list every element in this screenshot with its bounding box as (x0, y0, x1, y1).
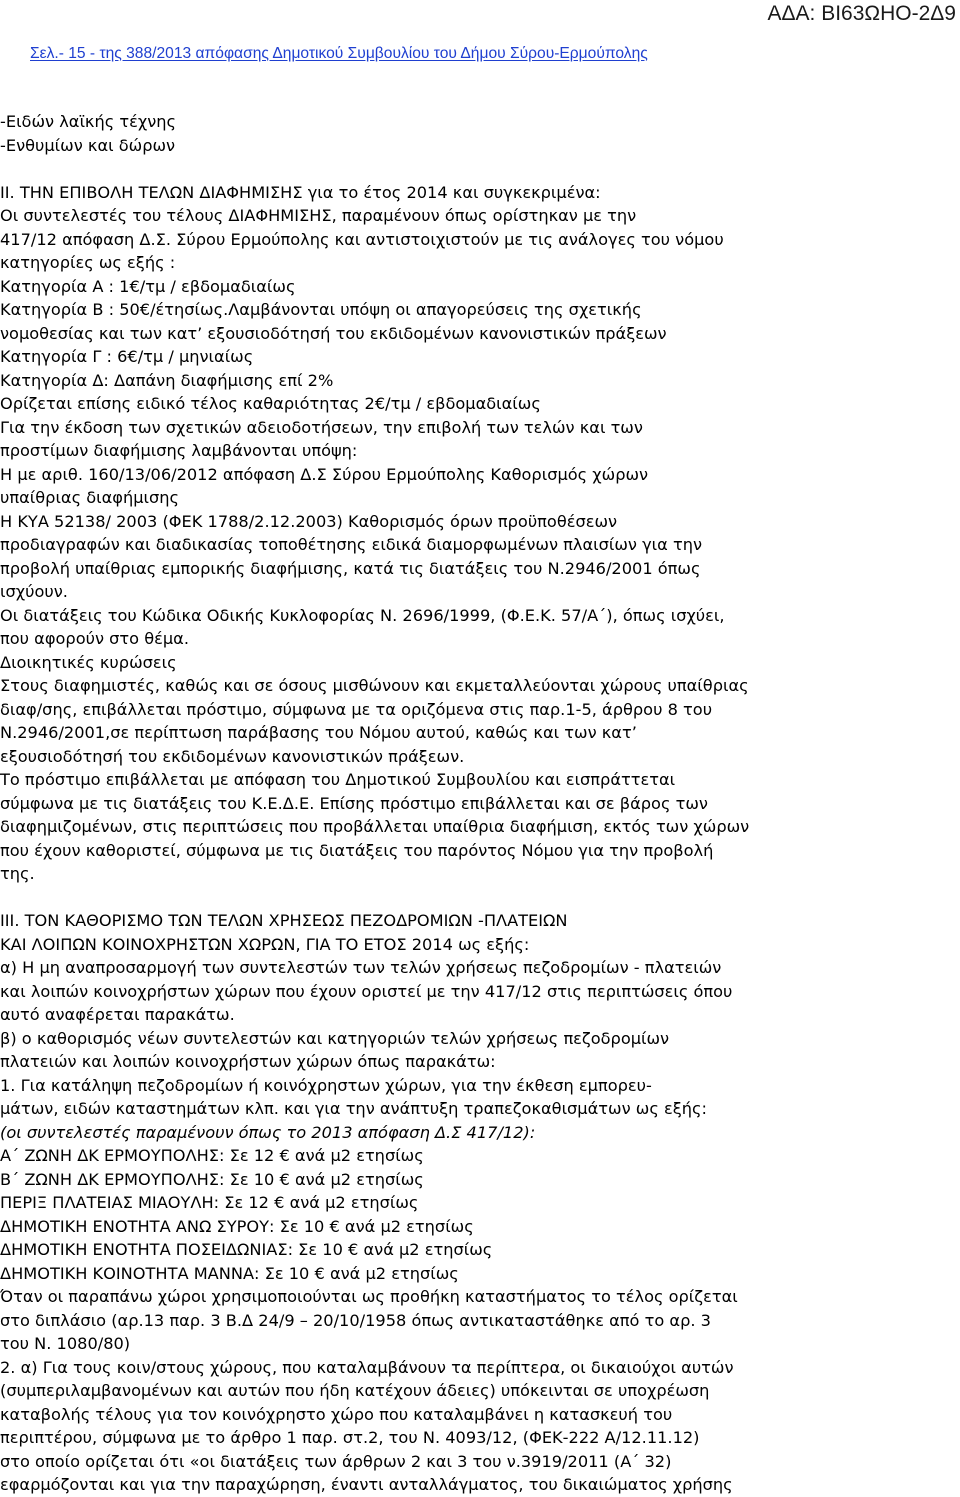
text-line: Οι συντελεστές του τέλους ΔΙΑΦΗΜΙΣΗΣ, παραμένουν όπως ορίστηκαν με την (0, 206, 637, 225)
zone-rate-line: Α΄ ΖΩΝΗ ΔΚ ΕΡΜΟΥΠΟΛΗΣ: Σε 12 € ανά μ2 ετησίως (0, 1146, 424, 1165)
text-line: σύμφωνα με τις διατάξεις του Κ.Ε.Δ.Ε. Επίσης πρόστιμο επιβάλλεται και σε βάρος των (0, 793, 708, 813)
text-line: Ορίζεται επίσης ειδικό τέλος καθαριότητας 2€/τμ / εβδομαδιαίως (0, 394, 541, 413)
text-line: Κατηγορία Δ: Δαπάνη διαφήμισης επί 2% (0, 370, 334, 390)
text-line: α) Η μη αναπροσαρμογή των συντελεστών των τελών χρήσεως πεζοδρομίων - πλατειών (0, 958, 722, 977)
text-line: και λοιπών κοινοχρήστων χώρων που έχουν οριστεί με την 417/12 στις περιπτώσεις όπου (0, 981, 733, 1001)
text-line: που έχουν καθοριστεί, σύμφωνα με τις διατάξεις του παρόντος Νόμου για την προβολή (0, 840, 714, 860)
text-line: εξουσιοδότησή του εκδιδομένων κανονιστικών πράξεων. (0, 746, 465, 766)
text-line: β) ο καθορισμός νέων συντελεστών και κατηγοριών τελών χρήσεως πεζοδρομίων (0, 1028, 670, 1048)
text-line: Στους διαφημιστές, καθώς και σε όσους μισθώνουν και εκμεταλλεύονται χώρους υπαίθριας (0, 676, 749, 695)
text-line: Η με αριθ. 160/13/06/2012 απόφαση Δ.Σ Σύρου Ερμούπολης Καθορισμός χώρων (0, 464, 649, 484)
ada-code: ΑΔΑ: ΒΙ63ΩΗΟ-2Δ9 (767, 2, 956, 25)
zone-rate-line: ΔΗΜΟΤΙΚΗ ΕΝΟΤΗΤΑ ΠΟΣΕΙΔΩΝΙΑΣ: Σε 10 € ανά μ2 ετησίως (0, 1240, 493, 1259)
section-heading: ΙΙΙ. ΤΟΝ ΚΑΘΟΡΙΣΜΟ ΤΩΝ ΤΕΛΩΝ ΧΡΗΣΕΩΣ ΠΕΖΟΔΡΟΜΙΩΝ -ΠΛΑΤΕΙΩΝ (0, 911, 568, 930)
zone-rate-line: ΔΗΜΟΤΙΚΗ ΚΟΙΝΟΤΗΤΑ ΜΑΝΝΑ: Σε 10 € ανά μ2 ετησίως (0, 1263, 459, 1283)
document-body (0, 110, 945, 1497)
text-line: (συμπεριλαμβανομένων και αυτών που ήδη κατέχουν άδειες) υπόκεινται σε υποχρέωση (0, 1381, 710, 1400)
text-line: κατηγορίες ως εξής : (0, 253, 176, 272)
text-line: Για την έκδοση των σχετικών αδειοδοτήσεων, την επιβολή των τελών και των (0, 417, 643, 437)
text-line: περιπτέρου, σύμφωνα με το άρθρο 1 παρ. στ.2, του Ν. 4093/12, (ΦΕΚ-222 Α/12.11.12) (0, 1428, 700, 1447)
text-line: Το πρόστιμο επιβάλλεται με απόφαση του Δημοτικού Συμβουλίου και εισπράττεται (0, 770, 676, 789)
text-line: στο οποίο ορίζεται ότι «οι διατάξεις των άρθρων 2 και 3 του ν.3919/2011 (Α΄ 32) (0, 1451, 672, 1471)
text-line: αυτό αναφέρεται παρακάτω. (0, 1005, 235, 1024)
text-line: Η ΚΥΑ 52138/ 2003 (ΦΕΚ 1788/2.12.2003) Καθορισμός όρων προϋποθέσεων (0, 511, 618, 531)
section-heading: ΙΙ. ΤΗΝ ΕΠΙΒΟΛΗ ΤΕΛΩΝ ΔΙΑΦΗΜΙΣΗΣ για το έτος 2014 και συγκεκριμένα: (0, 182, 601, 202)
text-line: Ν.2946/2001,σε περίπτωση παράβασης του Νόμου αυτού, καθώς και των κατ’ (0, 723, 637, 742)
text-line: νομοθεσίας και των κατ’ εξουσιοδότησή του εκδιδομένων κανονιστικών πράξεων (0, 323, 667, 343)
text-line: προστίμων διαφήμισης λαμβάνονται υπόψη: (0, 441, 358, 460)
text-line: του Ν. 1080/80) (0, 1334, 131, 1353)
text-line: -Ειδών λαϊκής τέχνης (0, 112, 177, 131)
text-line: πλατειών και λοιπών κοινοχρήστων χώρων όπως παρακάτω: (0, 1052, 496, 1071)
text-line: προδιαγραφών και διαδικασίας τοποθέτησης ειδικά διαμορφωμένων πλαισίων για την (0, 535, 703, 554)
text-line: προβολή υπαίθριας εμπορικής διαφήμισης, κατά τις διατάξεις του Ν.2946/2001 όπως (0, 558, 701, 578)
subsection-heading: Διοικητικές κυρώσεις (0, 652, 177, 672)
text-line: υπαίθριας διαφήμισης (0, 488, 180, 507)
text-line: 1. Για κατάληψη πεζοδρομίων ή κοινόχρηστων χώρων, για την έκθεση εμπορευ- (0, 1075, 652, 1095)
zone-rate-line: ΠΕΡΙΞ ΠΛΑΤΕΙΑΣ ΜΙΑΟΥΛΗ: Σε 12 € ανά μ2 ετησίως (0, 1193, 419, 1212)
text-line: μάτων, ειδών καταστημάτων κλπ. και για την ανάπτυξη τραπεζοκαθισμάτων ως εξής: (0, 1099, 707, 1118)
text-line: εφαρμόζονται και για την παραχώρηση, έναντι ανταλλάγματος, του δικαιώματος χρήσης (0, 1475, 733, 1494)
text-line: 2. α) Για τους κοιν/στους χώρους, που καταλαμβάνουν τα περίπτερα, οι δικαιούχοι αυτών (0, 1357, 734, 1377)
text-line: της. (0, 864, 35, 883)
zone-rate-line: Β΄ ΖΩΝΗ ΔΚ ΕΡΜΟΥΠΟΛΗΣ: Σε 10 € ανά μ2 ετησίως (0, 1169, 424, 1189)
text-line: -Ενθυμίων και δώρων (0, 135, 176, 155)
text-line: στο διπλάσιο (αρ.13 παρ. 3 Β.Δ 24/9 – 20/10/1958 όπως αντικαταστάθηκε από το αρ. 3 (0, 1310, 711, 1330)
text-line: καταβολής τέλους για τον κοινόχρηστο χώρο που καταλαμβάνει η κατασκευή του (0, 1404, 673, 1424)
text-line: διαφημιζομένων, στις περιπτώσεις που προβάλλεται υπαίθρια διαφήμιση, εκτός των χώρων (0, 817, 750, 836)
decision-reference: Σελ.- 15 - της 388/2013 απόφασης Δημοτικού Συμβουλίου του Δήμου Σύρου-Ερμούπολης (30, 45, 648, 62)
text-line: Οι διατάξεις του Κώδικα Οδικής Κυκλοφορίας Ν. 2696/1999, (Φ.Ε.Κ. 57/Α΄), όπως ισχύει, (0, 605, 725, 625)
text-line: διαφ/σης, επιβάλλεται πρόστιμο, σύμφωνα με τα οριζόμενα στις παρ.1-5, άρθρου 8 του (0, 699, 713, 719)
text-line: Κατηγορία Γ : 6€/τμ / μηνιαίως (0, 347, 254, 366)
text-line: 417/12 απόφαση Δ.Σ. Σύρου Ερμούπολης και αντιστοιχιστούν με τις ανάλογες του νόμου (0, 229, 724, 249)
text-line: Όταν οι παραπάνω χώροι χρησιμοποιούνται ως προθήκη καταστήματος το τέλος ορίζεται (0, 1287, 738, 1306)
italic-note: (οι συντελεστές παραμένουν όπως το 2013 απόφαση Δ.Σ 417/12): (0, 1122, 536, 1142)
text-line: ισχύουν. (0, 582, 68, 601)
section-heading: ΚΑΙ ΛΟΙΠΩΝ ΚΟΙΝΟΧΡΗΣΤΩΝ ΧΩΡΩΝ, ΓΙΑ ΤΟ ΕΤΟΣ 2014 ως εξής: (0, 934, 530, 954)
zone-rate-line: ΔΗΜΟΤΙΚΗ ΕΝΟΤΗΤΑ ΑΝΩ ΣΥΡΟΥ: Σε 10 € ανά μ2 ετησίως (0, 1216, 474, 1236)
text-line: που αφορούν στο θέμα. (0, 629, 189, 648)
text-line: Κατηγορία Α : 1€/τμ / εβδομαδιαίως (0, 276, 296, 296)
text-line: Κατηγορία Β : 50€/έτησίως.Λαμβάνονται υπόψη οι απαγορεύσεις της σχετικής (0, 300, 642, 319)
